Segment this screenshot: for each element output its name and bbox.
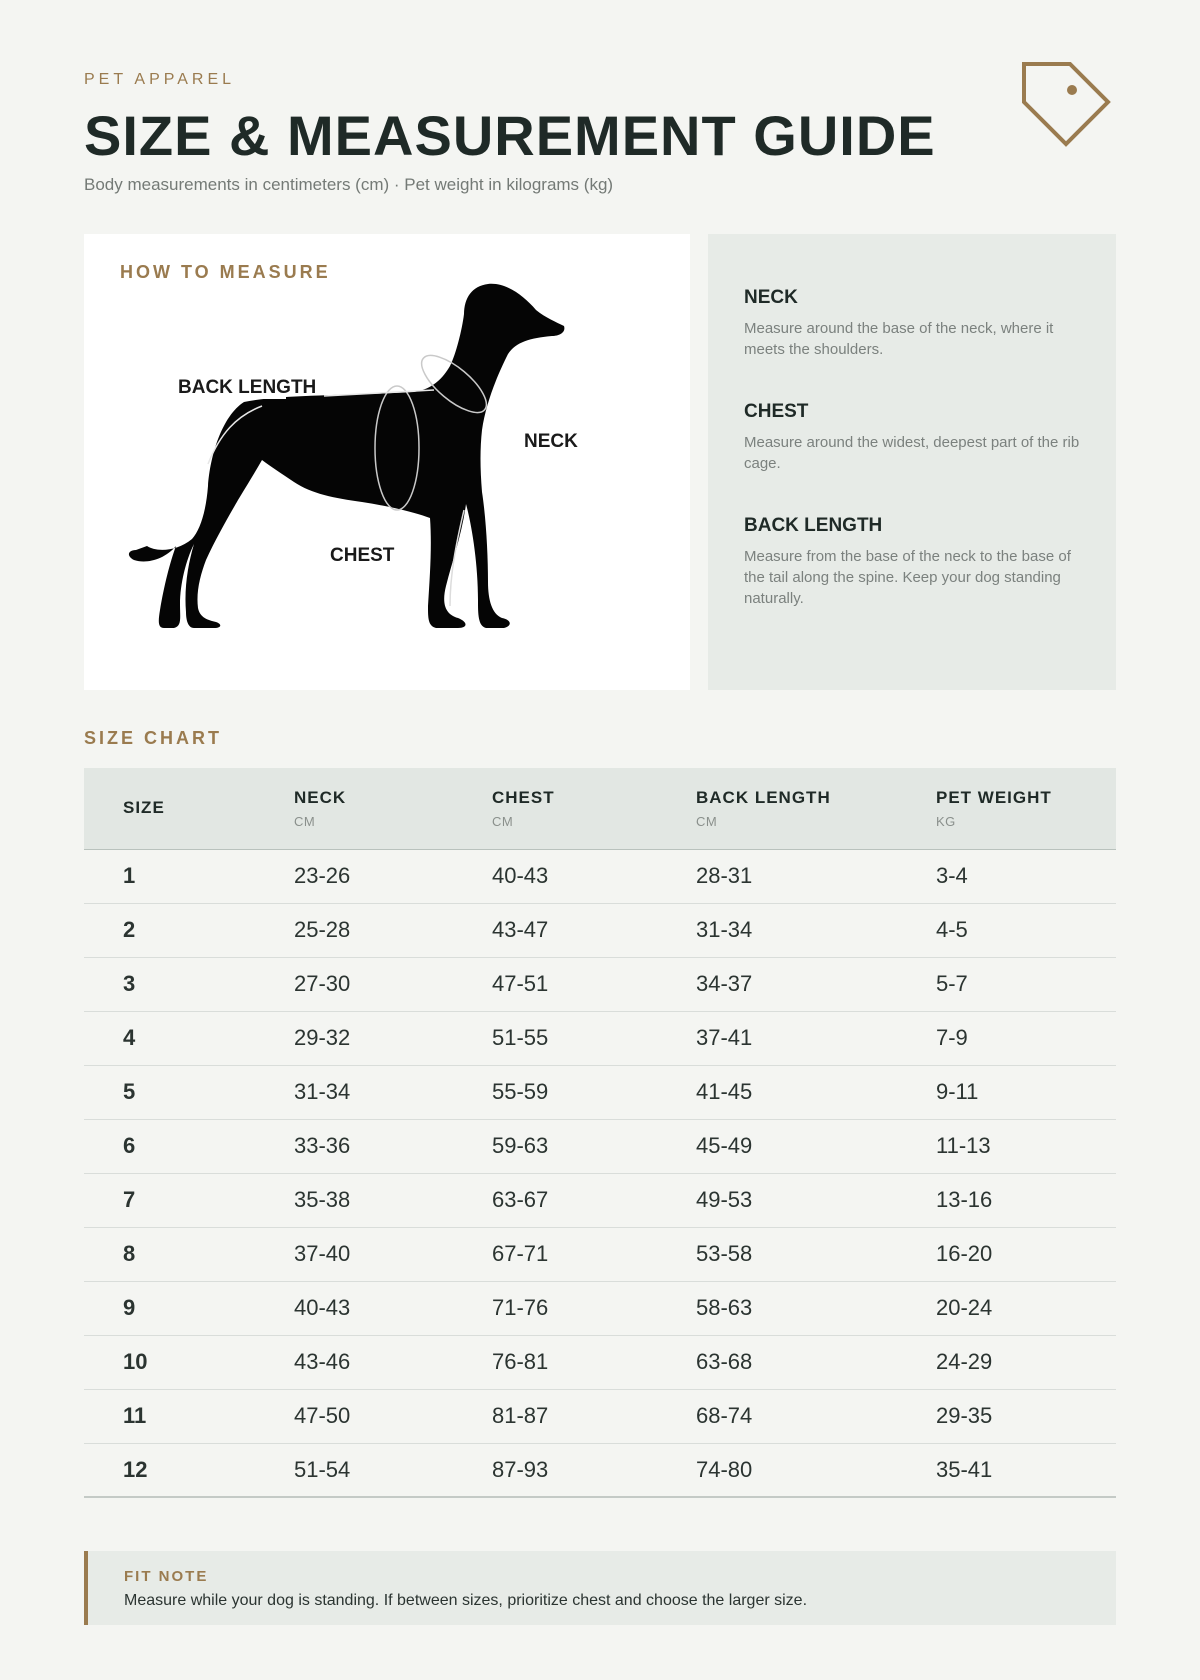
- instruction-back-length: [744, 515, 1084, 609]
- instruction-text: Measure around the widest, deepest part of the rib cage.: [744, 434, 1080, 472]
- table-row: [84, 1227, 1116, 1281]
- table-cell: 37-41: [696, 1025, 753, 1050]
- table-cell: 58-63: [696, 1295, 753, 1320]
- table-cell: 59-63: [492, 1133, 549, 1158]
- table-cell: 51-54: [294, 1456, 351, 1482]
- instruction-title: BACK LENGTH: [744, 515, 883, 536]
- instruction-neck: [744, 287, 1084, 360]
- dog-silhouette: [129, 284, 564, 628]
- price-tag-icon: [1020, 60, 1116, 156]
- table-cell: 4: [123, 1025, 136, 1050]
- table-cell: 3: [123, 971, 136, 996]
- table-row: [84, 1335, 1116, 1389]
- table-cell: 5-7: [936, 971, 968, 996]
- size-chart-body: [84, 849, 1116, 1497]
- table-cell: 28-31: [696, 863, 753, 888]
- table-cell: 40-43: [294, 1295, 351, 1320]
- instruction-title: CHEST: [744, 401, 809, 422]
- table-cell: 13-16: [936, 1187, 993, 1212]
- table-cell: 74-80: [696, 1456, 753, 1482]
- table-cell: 68-74: [696, 1403, 753, 1428]
- table-row: [84, 957, 1116, 1011]
- table-cell: 43-47: [492, 917, 549, 942]
- table-cell: 67-71: [492, 1241, 549, 1266]
- table-cell: 37-40: [294, 1241, 351, 1266]
- fit-note-text: Measure while your dog is standing. If between sizes, prioritize chest and choose the larger size.: [124, 1592, 808, 1609]
- table-cell: 16-20: [936, 1241, 993, 1266]
- column-header-pet-weight: PET WEIGHT KG: [936, 768, 1116, 849]
- table-row: [84, 1389, 1116, 1443]
- table-cell: 24-29: [936, 1349, 993, 1374]
- table-row: [84, 903, 1116, 957]
- table-cell: 34-37: [696, 971, 753, 996]
- instruction-text: Measure from the base of the neck to the base of the tail along the spine. Keep your dog standing naturally.: [744, 548, 1071, 607]
- instruction-chest: [744, 401, 1084, 474]
- table-cell: 8: [123, 1241, 136, 1266]
- table-cell: 25-28: [294, 917, 351, 942]
- dog-measurement-diagram: [84, 234, 690, 690]
- column-unit: CM: [696, 813, 718, 829]
- table-cell: 35-38: [294, 1187, 351, 1212]
- table-cell: 41-45: [696, 1079, 753, 1104]
- size-chart-label: SIZE CHART: [84, 728, 222, 748]
- measurement-instructions-card: [708, 234, 1116, 690]
- table-cell: 31-34: [294, 1079, 351, 1104]
- table-cell: 49-53: [696, 1187, 753, 1212]
- eyebrow-label: PET APPAREL: [84, 71, 236, 88]
- table-cell: 11: [123, 1403, 147, 1428]
- table-cell: 7-9: [936, 1025, 968, 1050]
- table-row: [84, 1065, 1116, 1119]
- table-row: [84, 1119, 1116, 1173]
- table-cell: 7: [123, 1187, 136, 1212]
- table-cell: 33-36: [294, 1133, 351, 1158]
- table-cell: 4-5: [936, 917, 968, 942]
- diagram-label-back-length: BACK LENGTH: [178, 377, 317, 398]
- table-cell: 5: [123, 1079, 136, 1104]
- table-cell: 63-67: [492, 1187, 549, 1212]
- table-row: [84, 849, 1116, 903]
- table-cell: 47-51: [492, 971, 549, 996]
- table-cell: 2: [123, 917, 136, 942]
- table-cell: 6: [123, 1133, 136, 1158]
- table-cell: 12: [123, 1456, 148, 1482]
- diagram-label-neck: NECK: [524, 431, 578, 452]
- column-unit: CM: [294, 813, 316, 829]
- table-cell: 3-4: [936, 863, 968, 888]
- table-cell: 81-87: [492, 1403, 549, 1428]
- table-cell: 87-93: [492, 1456, 549, 1482]
- table-cell: 23-26: [294, 863, 351, 888]
- table-cell: 40-43: [492, 863, 549, 888]
- table-cell: 10: [123, 1349, 148, 1374]
- column-header-chest: CHEST CM: [492, 768, 696, 849]
- column-unit: CM: [492, 813, 514, 829]
- table-cell: 27-30: [294, 971, 351, 996]
- table-cell: 76-81: [492, 1349, 549, 1374]
- table-cell: 1: [123, 863, 136, 888]
- table-cell: 11-13: [936, 1133, 991, 1158]
- page-title: SIZE & MEASUREMENT GUIDE: [84, 104, 936, 167]
- table-cell: 9-11: [936, 1079, 979, 1104]
- instruction-text: Measure around the base of the neck, where it meets the shoulders.: [744, 320, 1054, 358]
- fit-note: [84, 1551, 1116, 1625]
- fit-note-label: FIT NOTE: [124, 1568, 209, 1585]
- table-cell: 45-49: [696, 1133, 753, 1158]
- table-cell: 20-24: [936, 1295, 993, 1320]
- diagram-label-chest: CHEST: [330, 545, 395, 566]
- table-cell: 71-76: [492, 1295, 549, 1320]
- table-cell: 29-32: [294, 1025, 351, 1050]
- table-cell: 43-46: [294, 1349, 351, 1374]
- table-cell: 53-58: [696, 1241, 753, 1266]
- column-header-neck: NECK CM: [294, 768, 492, 849]
- page-subtitle: Body measurements in centimeters (cm) · Pet weight in kilograms (kg): [84, 175, 614, 194]
- table-cell: 35-41: [936, 1456, 993, 1482]
- table-cell: 63-68: [696, 1349, 753, 1374]
- column-unit: KG: [936, 813, 956, 829]
- table-row: [84, 1173, 1116, 1227]
- instruction-title: NECK: [744, 287, 798, 308]
- table-cell: 51-55: [492, 1025, 549, 1050]
- table-cell: 47-50: [294, 1403, 351, 1428]
- table-cell: 9: [123, 1295, 136, 1320]
- how-to-measure-label: HOW TO MEASURE: [120, 262, 331, 282]
- table-cell: 55-59: [492, 1079, 549, 1104]
- table-row: [84, 1281, 1116, 1335]
- table-row: [84, 1011, 1116, 1065]
- size-chart-table: [84, 768, 1116, 1498]
- table-cell: 29-35: [936, 1403, 993, 1428]
- table-row: [84, 1443, 1116, 1497]
- column-header-size: SIZE: [123, 798, 165, 818]
- size-guide-page: [84, 0, 1116, 1680]
- table-header-row: [84, 768, 1116, 849]
- size-chart-table-wrap: [84, 768, 1116, 1498]
- table-cell: 31-34: [696, 917, 753, 942]
- how-to-measure-card: [84, 234, 690, 690]
- column-header-back-length: BACK LENGTH CM: [696, 768, 936, 849]
